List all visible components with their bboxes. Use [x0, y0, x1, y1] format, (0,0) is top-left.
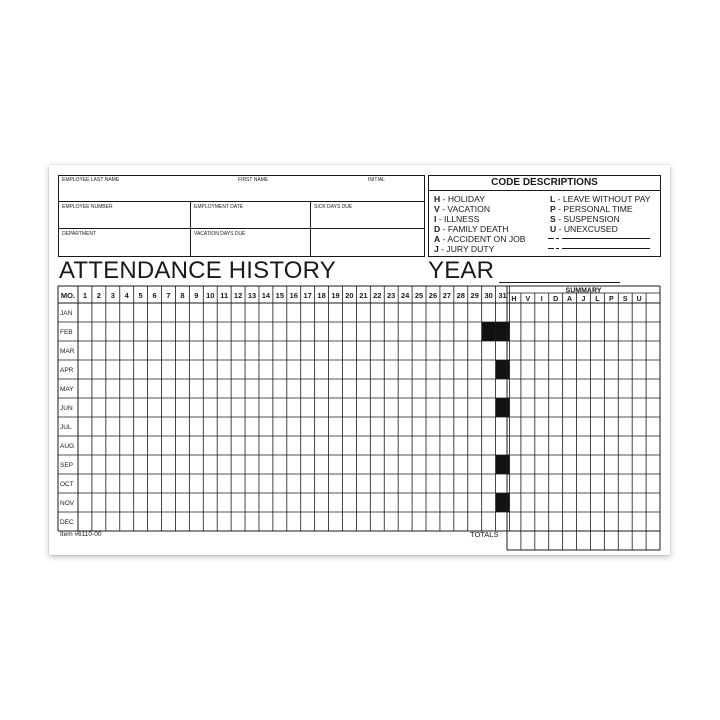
summary-code-s: S: [622, 296, 628, 303]
sick-days-due-label: SICK DAYS DUE: [314, 204, 353, 210]
vacation-days-due-label: VACATION DAYS DUE: [194, 231, 246, 237]
month-label-oct: OCT: [60, 481, 74, 488]
day-header-19: 19: [331, 291, 340, 300]
month-label-jul: JUL: [60, 424, 72, 431]
day-header-2: 2: [96, 291, 101, 300]
day-header-27: 27: [442, 291, 452, 300]
day-header-21: 21: [359, 291, 368, 300]
day-header-8: 8: [180, 291, 185, 300]
day-header-11: 11: [220, 291, 229, 300]
day-header-5: 5: [138, 291, 143, 300]
code-letter: P: [550, 204, 556, 214]
day-header-1: 1: [82, 291, 88, 300]
month-label-sep: SEP: [60, 462, 74, 469]
summary-code-l: L: [595, 296, 600, 303]
year-label: YEAR: [428, 257, 495, 284]
day-header-28: 28: [456, 291, 465, 300]
code-description: - HOLIDAY: [440, 194, 485, 204]
employee-number-label: EMPLOYEE NUMBER: [62, 204, 113, 210]
day-header-23: 23: [387, 291, 396, 300]
code-letter: U: [550, 224, 557, 234]
summary-title: SUMMARY: [565, 287, 602, 295]
day-header-16: 16: [289, 291, 298, 300]
month-label-aug: AUG: [60, 443, 75, 450]
day-header-13: 13: [247, 291, 257, 300]
day-header-22: 22: [373, 291, 382, 300]
day-header-9: 9: [194, 291, 199, 300]
month-label-dec: DEC: [60, 519, 74, 526]
attendance-grid: [49, 165, 670, 555]
day-header-14: 14: [261, 291, 271, 300]
day-header-18: 18: [317, 291, 326, 300]
totals-label: TOTALS: [470, 530, 499, 539]
attendance-card: [49, 165, 670, 555]
code-description: - SUSPENSION: [555, 214, 620, 224]
month-label-jan: JAN: [60, 310, 73, 317]
code-letter: I: [434, 214, 437, 224]
summary-code-u: U: [636, 296, 642, 303]
month-label-may: MAY: [60, 386, 74, 393]
day-header-10: 10: [206, 291, 215, 300]
month-label-jun: JUN: [60, 405, 73, 412]
day-header-6: 6: [152, 291, 157, 300]
day-header-7: 7: [166, 291, 171, 300]
day-header-12: 12: [233, 291, 243, 300]
day-header-31: 31: [498, 291, 507, 300]
month-label-feb: FEB: [60, 329, 73, 336]
day-header-3: 3: [110, 291, 115, 300]
day-header-15: 15: [275, 291, 285, 300]
month-label-nov: NOV: [60, 500, 75, 507]
initial-label: INITIAL: [368, 177, 385, 183]
month-header-label: MO.: [60, 291, 76, 300]
summary-code-i: I: [540, 296, 543, 303]
item-number: Item #6110-00: [60, 531, 102, 538]
summary-code-j: J: [581, 296, 586, 303]
day-header-30: 30: [484, 291, 493, 300]
first-name-label: FIRST NAME: [238, 177, 269, 183]
code-description: - LEAVE WITHOUT PAY: [555, 194, 651, 204]
summary-code-v: V: [525, 296, 531, 303]
code-description: - ILLNESS: [436, 214, 480, 224]
code-letter: J: [434, 244, 439, 254]
code-letter: V: [434, 204, 440, 214]
day-header-20: 20: [345, 291, 354, 300]
day-header-4: 4: [124, 291, 129, 300]
code-letter: D: [434, 224, 441, 234]
month-label-mar: MAR: [60, 348, 75, 355]
code-description: - JURY DUTY: [438, 244, 495, 254]
summary-code-d: D: [553, 296, 559, 303]
code-letter: H: [434, 194, 441, 204]
code-description: - PERSONAL TIME: [555, 204, 633, 214]
blocked-day-cell: [482, 322, 496, 341]
day-header-29: 29: [470, 291, 479, 300]
summary-code-p: P: [608, 296, 614, 303]
last-name-label: EMPLOYEE LAST NAME: [62, 177, 120, 183]
code-description: - UNEXCUSED: [556, 224, 618, 234]
day-header-17: 17: [303, 291, 312, 300]
month-label-apr: APR: [60, 367, 74, 374]
code-description: - FAMILY DEATH: [440, 224, 509, 234]
code-letter: A: [434, 234, 441, 244]
day-header-26: 26: [428, 291, 438, 300]
code-descriptions-title: CODE DESCRIPTIONS: [491, 177, 598, 188]
code-description: - ACCIDENT ON JOB: [440, 234, 526, 244]
code-letter: S: [550, 214, 556, 224]
day-header-25: 25: [414, 291, 424, 300]
attendance-history-title: ATTENDANCE HISTORY: [59, 257, 336, 284]
code-description: - VACATION: [439, 204, 491, 214]
department-label: DEPARTMENT: [62, 231, 96, 237]
day-header-24: 24: [400, 291, 410, 300]
summary-code-a: A: [567, 296, 573, 303]
summary-code-h: H: [511, 296, 517, 303]
employment-date-label: EMPLOYMENT DATE: [194, 204, 244, 210]
code-letter: L: [550, 194, 556, 204]
